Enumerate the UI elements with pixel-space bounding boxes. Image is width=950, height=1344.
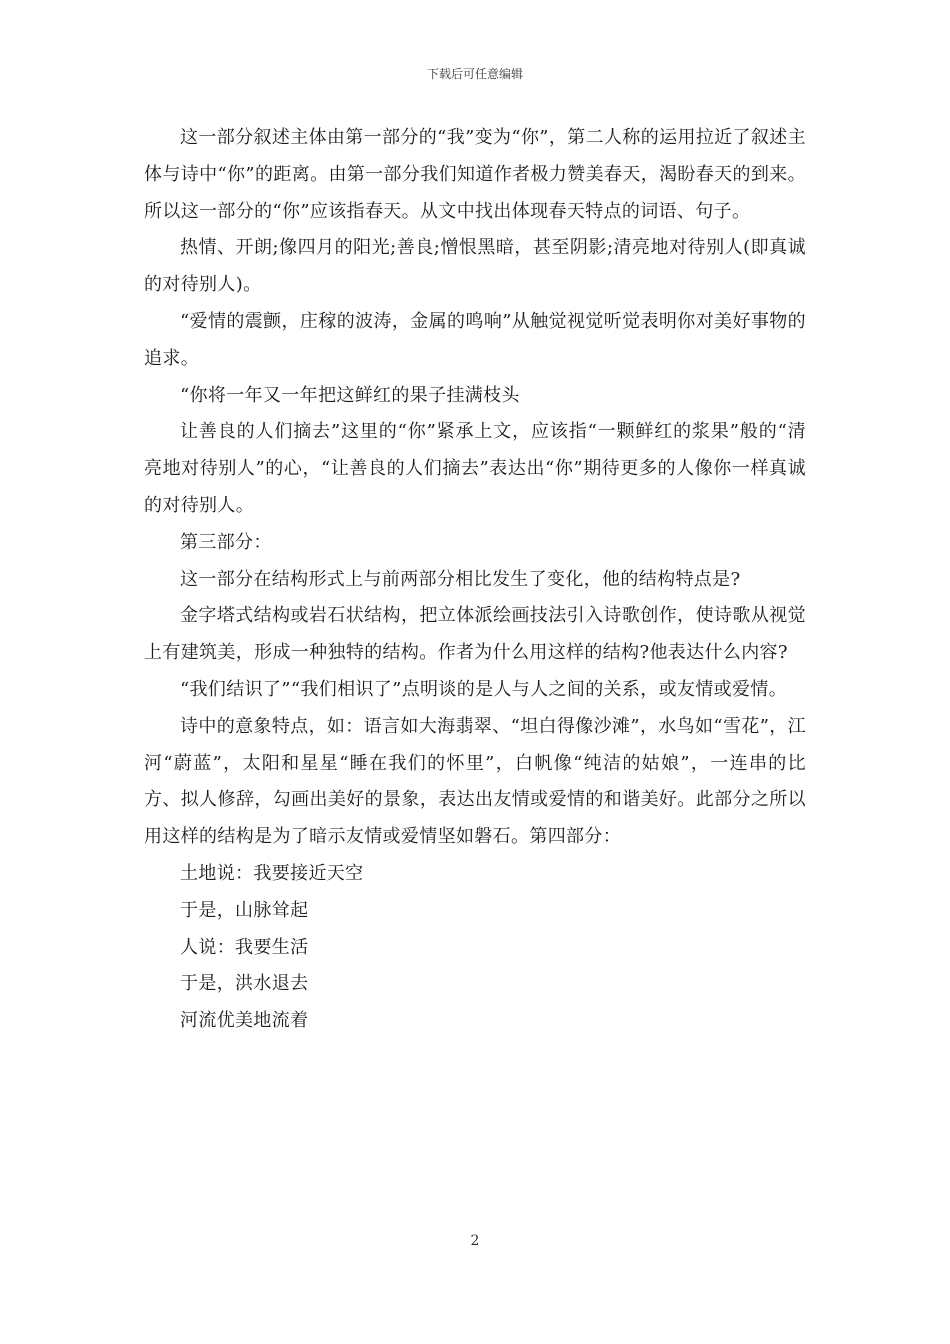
page-number: 2 xyxy=(470,1233,480,1249)
section-heading: 第三部分： xyxy=(180,531,272,553)
poem-line: 河流优美地流着 xyxy=(180,1010,309,1032)
paragraph: “爱情的震颤，庄稼的波涛，金属的鸣响”从触觉视觉听觉表明你对美好事物的追求。 xyxy=(144,310,806,369)
paragraph: “你将一年又一年把这鲜红的果子挂满枝头 xyxy=(180,384,520,406)
poem-line: 于是，山脉耸起 xyxy=(180,899,309,921)
paragraph: 金字塔式结构或岩石状结构，把立体派绘画技法引入诗歌创作，使诗歌从视觉上有建筑美，形成一种独特的结构。作者为什么用这样的结构?他表达什么内容? xyxy=(144,605,806,664)
document-body xyxy=(144,120,806,1040)
paragraph: “我们结识了”“我们相识了”点明谈的是人与人之间的关系，或友情或爱情。 xyxy=(180,678,788,700)
paragraph: 让善良的人们摘去”这里的“你”紧承上文，应该指“一颗鲜红的浆果”般的“清亮地对待别人”的心，“让善良的人们摘去”表达出“你”期待更多的人像你一样真诚的对待别人。 xyxy=(144,421,806,516)
paragraph: 这一部分叙述主体由第一部分的“我”变为“你”，第二人称的运用拉近了叙述主体与诗中“你”的距离。由第一部分我们知道作者极力赞美春天，渴盼春天的到来。所以这一部分的“你”应该指春天。从文中找出体现春天特点的词语、句子。 xyxy=(144,127,806,222)
paragraph: 热情、开朗;像四月的阳光;善良;憎恨黑暗，甚至阴影;清亮地对待别人(即真诚的对待别人)。 xyxy=(144,237,806,296)
poem-line: 于是，洪水退去 xyxy=(180,973,309,995)
paragraph: 诗中的意象特点，如：语言如大海翡翠、“坦白得像沙滩”，水鸟如“雪花”，江河“蔚蓝”，太阳和星星“睡在我们的怀里”，白帆像“纯洁的姑娘”，一连串的比方、拟人修辞，勾画出美好的景象，表达出友情或爱情的和谐美好。此部分之所以用这样的结构是为了暗示友情或爱情坚如磐石。第四部分： xyxy=(144,715,806,848)
poem-line: 人说：我要生活 xyxy=(180,936,309,958)
paragraph: 这一部分在结构形式上与前两部分相比发生了变化，他的结构特点是? xyxy=(180,568,741,590)
page-header-note: 下载后可任意编辑 xyxy=(426,67,523,81)
poem-line: 土地说：我要接近天空 xyxy=(180,862,364,884)
